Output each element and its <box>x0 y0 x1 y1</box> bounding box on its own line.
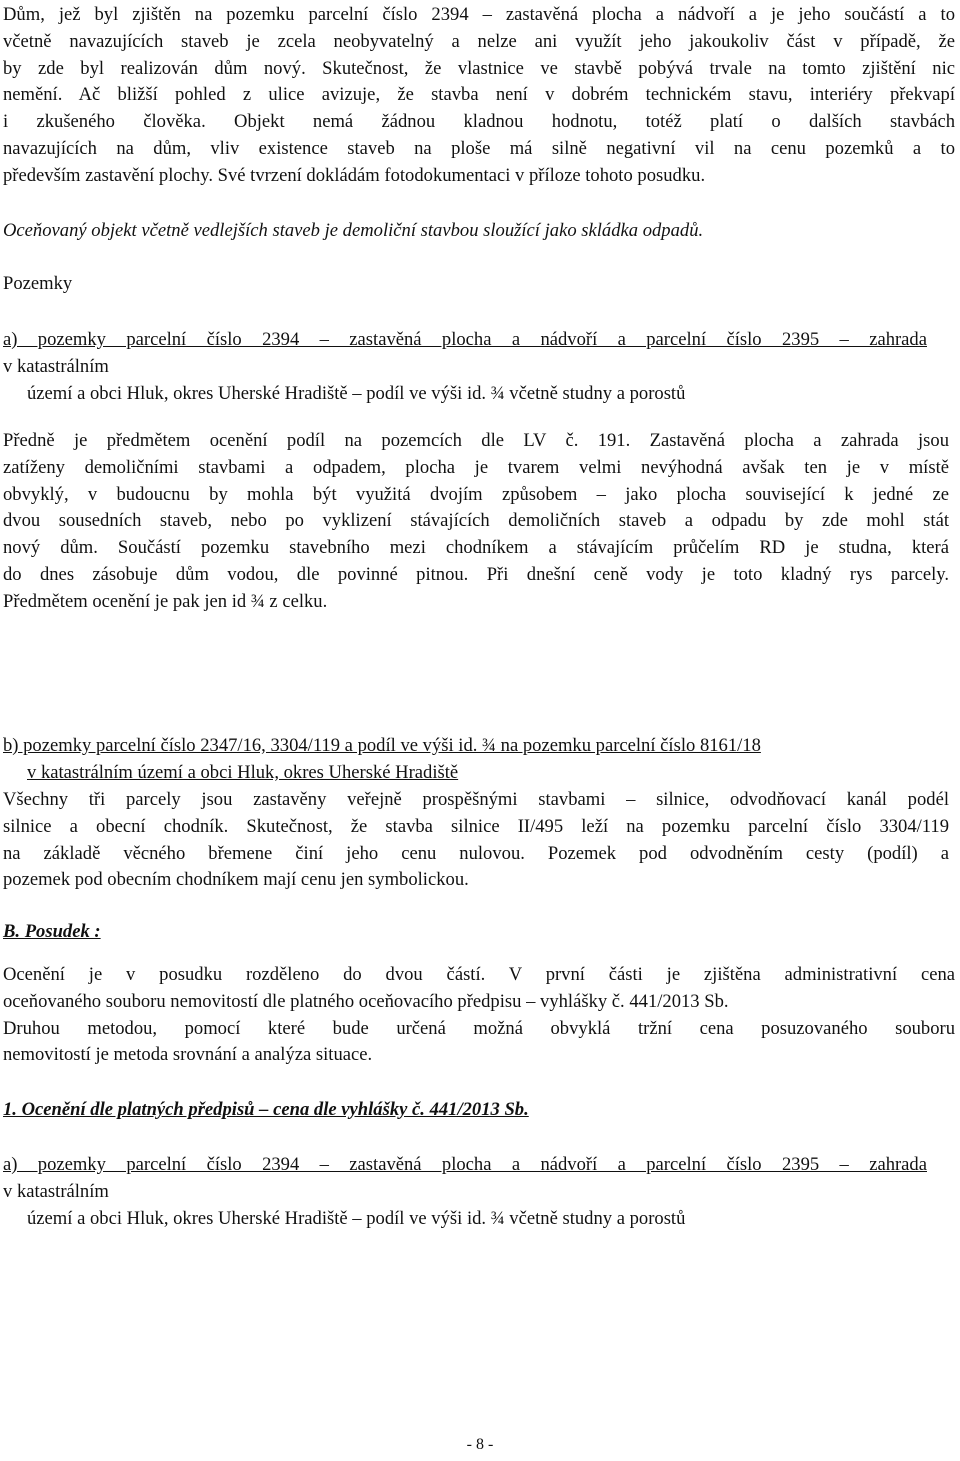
item-b-text-line: na základě věcného břemene činí jeho cenu nulovou. Pozemek pod odvodněním cesty (podíl) a <box>3 842 949 864</box>
posudek-text-line: oceňovaného souboru nemovitostí dle platného oceňovacího předpisu – vyhlášky č. 441/2013 Sb. <box>3 990 729 1012</box>
posudek-text-line: Druhou metodou, pomocí které bude určená možná obvyklá tržní cena posuzovaného souboru <box>3 1017 955 1039</box>
intro-line: včetně navazujících staveb je zcela neobyvatelný a nelze ani využít jeho jakoukoliv část v případě, že <box>3 30 955 52</box>
item-b-line2: v katastrálním území a obci Hluk, okres Uherské Hradiště <box>27 761 459 783</box>
item-a2-heading <box>3 1152 927 1232</box>
item-a2-line2: v katastrálním <box>3 1180 109 1202</box>
page-number: - 8 - <box>466 1436 494 1453</box>
item-b-line1: b) pozemky parcelní číslo 2347/16, 3304/119 a podíl ve výši id. ¾ na pozemku parcelní číslo 8161/18 <box>3 735 761 756</box>
intro-line: by zde byl realizován dům nový. Skutečnost, že vlastnice ve stavbě pobývá trvale na tomto zjištění nic <box>3 57 955 79</box>
item-b-paragraph <box>3 787 949 894</box>
section-b-heading <box>3 919 955 946</box>
item-b-text-line: pozemek pod obecním chodníkem mají cenu jen symbolickou. <box>3 869 469 891</box>
posudek-text-line: nemovitostí je metoda srovnání a analýza situace. <box>3 1044 373 1066</box>
conclusion-statement <box>3 218 955 245</box>
section-1-title: 1. Ocenění dle platných předpisů – cena dle vyhlášky č. 441/2013 Sb. <box>3 1099 529 1120</box>
intro-line: Dům, jež byl zjištěn na pozemku parcelní číslo 2394 – zastavěná plocha a nádvoří a je jeho součástí a to <box>3 4 955 25</box>
item-a-text-line: nový dům. Součástí pozemku stavebního mezi chodníkem a stávajícím průčelím RD je studna, která <box>3 537 949 559</box>
item-a-line3: území a obci Hluk, okres Uherské Hradiště – podíl ve výši id. ¾ včetně studny a porostů <box>27 382 686 404</box>
item-a-text-line: zatíženy demoličními stavbami a odpadem, plocha je tvarem velmi nevýhodná avšak ten je v místě <box>3 456 949 478</box>
item-a2-line3: území a obci Hluk, okres Uherské Hradiště – podíl ve výši id. ¾ včetně studny a porostů <box>27 1207 686 1229</box>
section-b-title: B. Posudek : <box>3 921 101 942</box>
item-a2-line1: a) pozemky parcelní číslo 2394 – zastavěná plocha a nádvoří a parcelní číslo 2395 – zahrada <box>3 1154 927 1175</box>
intro-line: především zastavění plochy. Své tvrzení dokládám fotodokumentaci v příloze tohoto posudku. <box>3 164 706 186</box>
item-a-text-line: Předně je předmětem ocenění podíl na pozemcích dle LV č. 191. Zastavěná plocha a zahrada jsou <box>3 430 949 451</box>
section-1-heading <box>3 1097 955 1124</box>
item-a-text-line: dvou sousedních staveb, nebo po vyklizení stávajících demoličních staveb a odpadu by zde mohl stát <box>3 510 949 532</box>
intro-paragraph <box>3 2 955 190</box>
conclusion-text: Oceňovaný objekt včetně vedlejších staveb je demoliční stavbou sloužící jako skládka odpadů. <box>3 220 704 241</box>
item-b-text-line: Všechny tři parcely jsou zastavěny veřejně prospěšnými stavbami – silnice, odvodňovací kanál podél <box>3 789 949 810</box>
intro-line: nemění. Ač bližší pohled z ulice avizuje, že stavba není v dobrém technickém stavu, interiéry překvapí <box>3 84 955 106</box>
posudek-paragraph <box>3 962 955 1069</box>
intro-line: i zkušeného člověka. Objekt nemá žádnou kladnou hodnotu, totéž platí o dalších stavbách <box>3 111 955 133</box>
item-b-text-line: silnice a obecní chodník. Skutečnost, že stavba silnice II/495 leží na pozemku parcelní číslo 3304/119 <box>3 815 949 837</box>
item-a-text-line: Předmětem ocenění je pak jen id ¾ z celku. <box>3 590 328 612</box>
item-b-heading <box>3 733 955 787</box>
section-pozemky-heading <box>3 271 955 298</box>
item-a-line1: a) pozemky parcelní číslo 2394 – zastavěná plocha a nádvoří a parcelní číslo 2395 – zahrada <box>3 329 927 350</box>
item-a-heading <box>3 327 927 407</box>
item-a-paragraph <box>3 428 949 616</box>
item-a-text-line: do dnes zásobuje dům vodou, dle povinné pitnou. Při dnešní ceně vody je toto kladný rys parcely. <box>3 563 949 585</box>
intro-line: navazujících na dům, vliv existence staveb na ploše má silně negativní vil na cenu pozemků a to <box>3 137 955 159</box>
posudek-text-line: Ocenění je v posudku rozděleno do dvou částí. V první části je zjištěna administrativní cena <box>3 964 955 985</box>
item-a-text-line: obvyklý, v budoucnu by mohla být využitá dvojím způsobem – jako plocha související k jedné ze <box>3 483 949 505</box>
section-pozemky-title: Pozemky <box>3 273 73 294</box>
item-a-line2: v katastrálním <box>3 355 109 377</box>
